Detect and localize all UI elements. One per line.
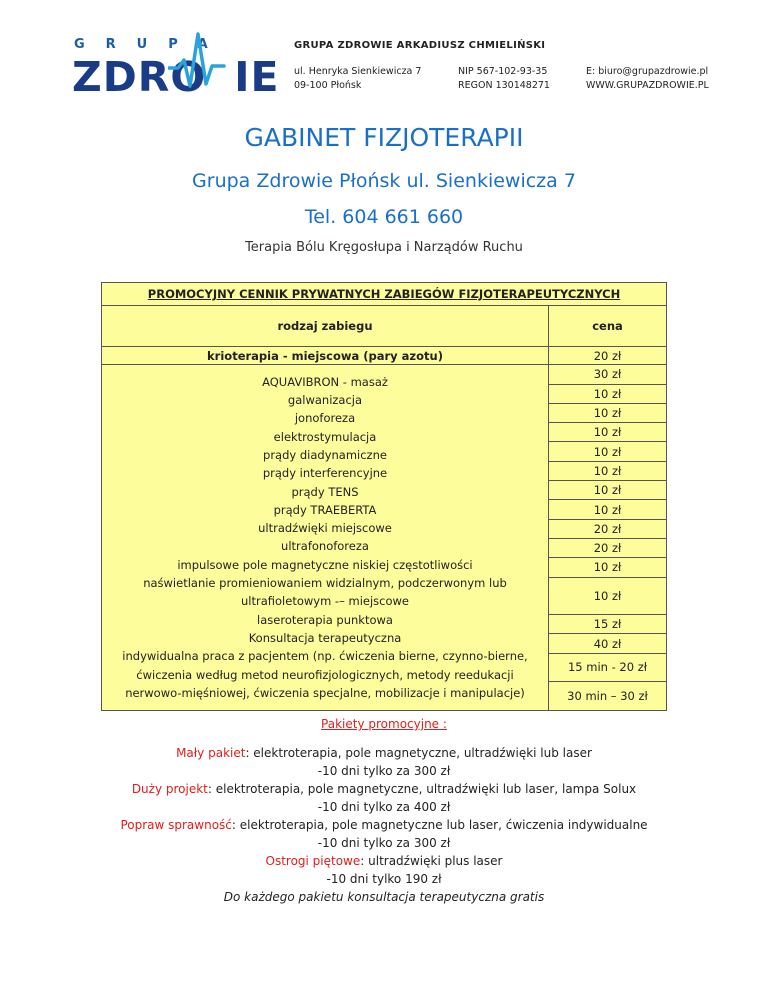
treatment-price: 15 min - 20 zł <box>549 653 667 681</box>
logo-grupa-text: GRUPA <box>74 37 229 52</box>
treatment-name: Konsultacja terapeutyczna <box>248 630 402 645</box>
treatment-name: krioterapia - miejscowa (pary azotu) <box>102 347 549 365</box>
treatment-name: naświetlanie promieniowaniem widzialnym, podczerwonym lub <box>143 576 507 591</box>
treatment-price: 10 zł <box>549 500 667 519</box>
treatment-name: galwanizacja <box>287 393 363 408</box>
package-name: Duży projekt <box>131 782 208 796</box>
treatment-price: 10 zł <box>549 577 667 615</box>
treatment-price: 20 zł <box>549 519 667 538</box>
packages-note: Do każdego pakietu konsultacja terapeutyczna gratis <box>223 890 545 904</box>
treatment-price: 10 zł <box>549 423 667 442</box>
package-desc: : elektroterapia, pole magnetyczne, ultradźwięki lub laser <box>245 746 592 760</box>
package-offer: -10 dni tylko za 300 zł <box>317 836 451 850</box>
treatment-name: laseroterapia punktowa <box>257 612 393 627</box>
treatment-name: jonoforeza <box>294 411 356 426</box>
table-caption: PROMOCYJNY CENNIK PRYWATNYCH ZABIEGÓW FIZJOTERAPEUTYCZNYCH <box>102 283 667 306</box>
treatment-name: ultrafioletowym -– miejscowe <box>241 594 409 609</box>
treatment-price: 20 zł <box>549 347 667 365</box>
treatment-name: elektrostymulacja <box>273 429 377 444</box>
treatment-name: nerwowo-mięśniowej, ćwiczenia specjalne, mobilizacje i manipulacje) <box>125 685 525 700</box>
treatment-price: 30 min – 30 zł <box>549 682 667 710</box>
treatment-price: 30 zł <box>549 365 667 384</box>
treatment-name: prądy interferencyjne <box>262 466 388 481</box>
treatment-name: prądy TRAEBERTA <box>273 502 377 517</box>
treatment-name: ultradźwięki miejscowe <box>258 521 392 536</box>
column-header-name: rodzaj zabiegu <box>102 306 549 347</box>
treatment-price: 40 zł <box>549 634 667 653</box>
treatment-names-cell <box>102 365 549 710</box>
package-offer: -10 dni tylko za 300 zł <box>317 764 451 778</box>
package-offer: -10 dni tylko za 400 zł <box>317 800 451 814</box>
logo-zdrowie-left: ZDRO <box>72 53 207 101</box>
email: E: biuro@grupazdrowie.pl <box>586 66 709 77</box>
treatment-price: 10 zł <box>549 384 667 403</box>
package-name: Ostrogi piętowe <box>265 854 361 868</box>
treatment-name: impulsowe pole magnetyczne niskiej częstotliwości <box>177 557 473 572</box>
tax-ids <box>458 65 550 93</box>
nip: NIP 567-102-93-35 <box>458 66 548 77</box>
package-name: Popraw sprawność <box>120 818 232 832</box>
regon: REGON 130148271 <box>458 80 550 91</box>
heartbeat-logo-icon <box>168 26 238 96</box>
contact-block <box>586 65 709 93</box>
treatment-price: 10 zł <box>549 403 667 422</box>
treatment-price: 15 zł <box>549 615 667 634</box>
tagline: Terapia Bólu Kręgosłupa i Narządów Ruchu <box>245 240 523 255</box>
column-header-price: cena <box>549 306 667 347</box>
treatment-name: indywidualna praca z pacjentem (np. ćwiczenia bierne, czynno-bierne, <box>122 649 528 664</box>
package-item <box>0 852 768 870</box>
address-line-1: ul. Henryka Sienkiewicza 7 <box>294 66 422 77</box>
treatment-name: prądy diadynamiczne <box>263 447 387 462</box>
address-block <box>294 65 421 93</box>
package-item <box>0 780 768 798</box>
treatment-price: 10 zł <box>549 481 667 500</box>
package-offer: -10 dni tylko 190 zł <box>326 872 442 886</box>
company-name: GRUPA ZDROWIE ARKADIUSZ CHMIELIŃSKI <box>294 40 546 51</box>
package-desc: : elektroterapia, pole magnetyczne, ultradźwięki lub laser, lampa Solux <box>207 782 637 796</box>
page-title: GABINET FIZJOTERAPII <box>244 123 524 152</box>
treatment-name: prądy TENS <box>291 484 359 499</box>
treatment-name: ćwiczenia według metod neurofizjologicznych, metody reedukacji <box>136 667 514 682</box>
package-desc: : elektroterapia, pole magnetyczne lub laser, ćwiczenia indywidualne <box>231 818 648 832</box>
page-subtitle: Grupa Zdrowie Płońsk ul. Sienkiewicza 7 <box>192 170 576 192</box>
package-desc: : ultradźwięki plus laser <box>360 854 503 868</box>
treatment-price: 10 zł <box>549 461 667 480</box>
treatment-price: 10 zł <box>549 558 667 577</box>
package-name: Mały pakiet <box>176 746 246 760</box>
price-table <box>101 282 667 711</box>
package-item <box>0 816 768 834</box>
package-item <box>0 744 768 762</box>
treatment-name: ultrafonoforeza <box>281 539 369 554</box>
treatment-price: 20 zł <box>549 538 667 557</box>
address-line-2: 09-100 Płońsk <box>294 80 362 91</box>
treatment-name: AQUAVIBRON - masaż <box>262 374 388 389</box>
packages-title: Pakiety promocyjne : <box>321 717 447 731</box>
phone-number: Tel. 604 661 660 <box>304 206 464 228</box>
treatment-price: 10 zł <box>549 442 667 461</box>
website: WWW.GRUPAZDROWIE.PL <box>586 80 709 91</box>
logo-zdrowie-right: IE <box>234 53 280 101</box>
